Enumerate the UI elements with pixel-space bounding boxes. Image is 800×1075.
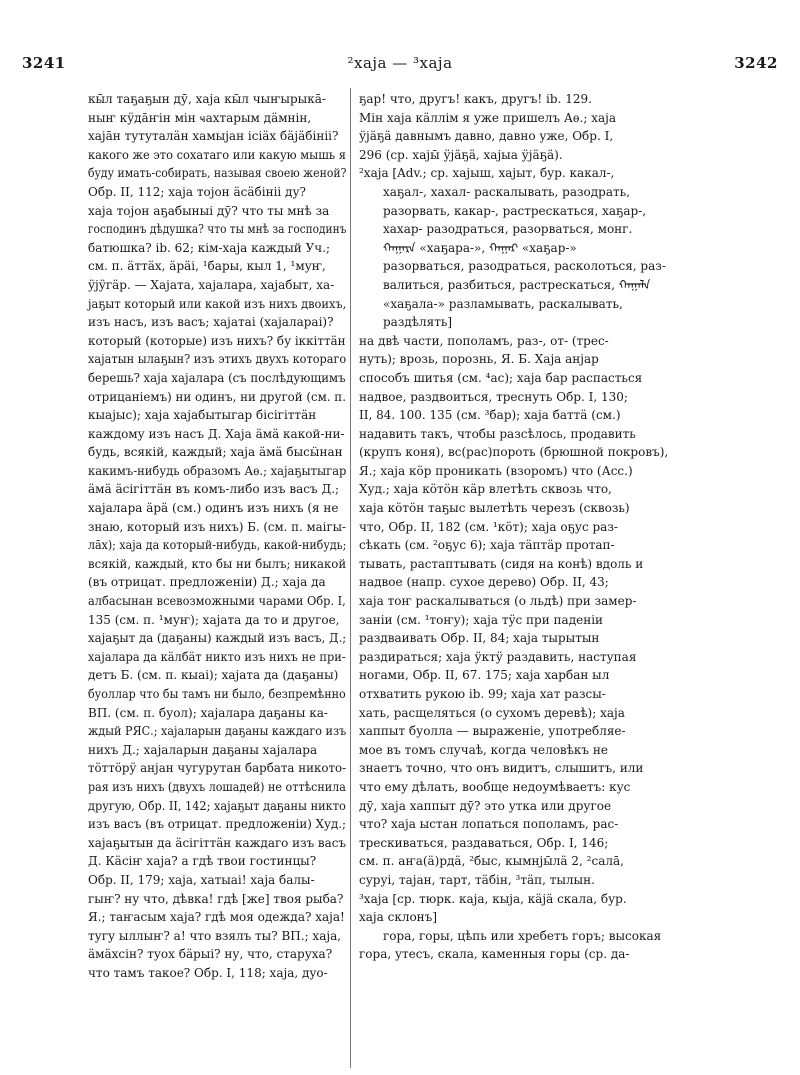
text-line: ᠬᠠᠭᠠᠷᠠ «хаҕара-», ᠬᠠᠭᠠᠷ «хаҕар-» [383, 240, 577, 255]
text-line: который (которые) изъ нихъ? бу iккiттӓн [88, 333, 346, 348]
text-line: ӱjӱгӓр. — Хаjата, хаjалара, хаjабыт, ха- [88, 277, 335, 292]
text-line: детъ Б. (см. п. кыаi); хаjата да (даҕаны) [88, 668, 339, 683]
text-line: кыаjыс); хаjа хаjабытыгар бiсiгiттӓн [88, 408, 317, 423]
text-line: хаjалара да кӓлбӓт никто изъ нихъ не при- [88, 649, 346, 664]
text-line: хаjа склонъ] [359, 910, 437, 925]
text-line: ҕар! что, другъ! какъ, другъ! ib. 129. [359, 92, 592, 106]
text-line: раздѣлять] [383, 315, 453, 330]
right-column [359, 90, 671, 964]
text-line: буоллар что бы тамъ ни было, безпремѣнно [88, 687, 346, 701]
text-line: что, Обр. II, 182 (см. ¹кӧт); хаjа оҕус раз- [359, 519, 618, 534]
text-line: рая изъ нихъ (двухъ лошадей) не оттѣснила [88, 779, 346, 794]
text-line: см. п. аҥа(ӓ)рдӓ, ²быс, кымнjы̄лӓ 2, ²сала̄, [359, 854, 624, 869]
text-line: Я.; хаjа кӧр проникать (взоромъ) что (Асс.) [359, 463, 633, 478]
text-line: знаю, который изъ нихъ) Б. (см. п. маiгы- [88, 519, 346, 534]
text-line: (въ отрицат. предложенiи) Д.; хаjа да [88, 575, 326, 590]
text-line: дӯ, хаjа хаппыт дӯ? это утка или другое [359, 798, 612, 813]
text-line: тугу ыллыҥ? а! что взялъ ты? ВП.; хаjа, [88, 928, 342, 943]
text-line: ӓмӓ ӓсiгiттӓн въ комъ-либо изъ васъ Д.; [88, 482, 340, 497]
text-line: ногами, Обр. II, 67. 175; хаjа харбан ыл [359, 668, 610, 683]
text-line: албасынан всевозможными чарами Обр. I, [88, 594, 346, 609]
text-line: кы̄л таҕаҕын дӯ, хаjа кы̄л чыҥырыка̄- [88, 92, 326, 106]
text-line: хаjа тоҥ раскалываться (о льдѣ) при замер- [359, 594, 637, 609]
text-line: каждому изъ насъ Д. Хаjа ӓмӓ какой-ни- [88, 426, 345, 441]
text-line: Обр. II, 112; хаjа тоjон ӓсӓбiнii ду? [88, 184, 306, 199]
text-line: господинъ дѣдушка? что ты мнѣ за господинъ [88, 222, 347, 237]
text-line: 296 (ср. хаjы̄ ӱjӓҕӓ, хаjыа ӱjӓҕӓ). [359, 147, 563, 162]
text-line: способъ шитья (см. ⁴ас); хаjа бар распасться [359, 370, 643, 385]
text-line: занiи (см. ¹тоҥу); хаjа тӱс при паденiи [359, 612, 604, 627]
text-line: ӓмӓхсiн? туох бӓрыі? ну, что, старуха? [88, 947, 333, 962]
text-line: ӱjӓҕӓ давнымъ давно, давно уже, Обр. I, [359, 129, 614, 144]
text-line: всякiй, каждый, кто бы ни былъ; никакой [88, 556, 347, 571]
text-line: надавить такъ, чтобы разсѣлось, продавить [359, 426, 636, 441]
text-line: какимъ-нибудь образомъ Аѳ.; хаjаҕытыгар [88, 463, 347, 478]
text-line: ла̄х); хаjа да который-нибудь, какой-нибудь; [88, 538, 347, 553]
text-line: см. п. ӓттӓх, ӓрӓi, ¹бары, кыл 1, ¹муҥ, [88, 259, 326, 274]
text-line: отхватить рукою ib. 99; хаjа хат разсы- [359, 687, 606, 701]
text-line: Мiн хаjа кӓллiм я уже пришелъ Аѳ.; хаjа [359, 110, 617, 125]
text-line: какого же это сохатаго или какую мышь я [88, 147, 346, 162]
text-line: (крупъ коня), вс(рас)пороть (брюшной покровъ), [359, 445, 669, 460]
text-line: надвое, раздвоиться, треснуть Обр. I, 130; [359, 389, 628, 404]
text-line: II, 84. 100. 135 (см. ³бар); хаjа баттӓ (см.) [359, 408, 621, 423]
text-line: хаjа кӧтӧн таҕыс вылетѣть черезъ (сквозь) [359, 501, 630, 516]
text-line: что ему дѣлать, вообще недоумѣваетъ: кус [359, 779, 631, 794]
text-line: хахар- разодраться, разорваться, монг. [383, 222, 633, 237]
text-line: изъ насъ, изъ васъ; хаjатаi (хаjаларai)? [88, 315, 334, 330]
text-line: знаетъ точно, что онъ видитъ, слышитъ, или [359, 761, 644, 776]
column-divider [350, 88, 351, 1068]
text-line: изъ васъ (въ отрицат. предложенiи) Худ.; [88, 817, 346, 832]
text-line: что тамъ такое? Обр. I, 118; хаjа, дуо- [88, 965, 328, 980]
text-line: раздираться; хаjа ӱктӱ раздавить, наступая [359, 649, 637, 664]
text-line: хаjаҕыт да (даҕаны) каждый изъ васъ, Д.; [88, 631, 347, 646]
text-line: jаҕыт который или какой изъ нихъ двоихъ, [88, 296, 347, 311]
text-line: Д. Кӓсiҥ хаjа? а гдѣ твои гостинцы? [88, 854, 317, 869]
text-line: хать, расщеляться (о сухомъ деревѣ); хаjа [359, 705, 625, 720]
text-line: разорваться, разодраться, расколоться, раз- [383, 259, 666, 274]
text-line: гыҥ? ну что, дѣвка! гдѣ [же] твоя рыба? [88, 891, 344, 906]
text-line: батюшка? ib. 62; кiм-хаjа каждый Уч.; [88, 240, 331, 255]
text-line: берешь? хаjа хаjалара (съ послѣдующимъ [88, 370, 346, 385]
text-line: ВП. (см. п. буол); хаjалара даҕаны ка- [88, 705, 328, 720]
text-line: ²хаjа [Adv.; ср. хаjыш, хаjыт, бур. какал-, [359, 166, 615, 181]
text-line: хаjа̄н тутуталӓн хамыjан iсiӓх бӓjӓбiнiі? [88, 129, 339, 144]
text-line: «хаҕала-» разламывать, раскалывать, [383, 296, 623, 311]
text-line: Я.; таҥасым хаjа? гдѣ моя одежда? хаjа! [88, 910, 345, 925]
page-number-left: 3241 [22, 54, 66, 72]
text-line: разорвать, какар-, растрескаться, хаҕар-, [383, 203, 647, 218]
text-line: раздваивать Обр. II, 84; хаjа тырытын [359, 631, 600, 646]
page-number-right: 3242 [734, 54, 778, 72]
text-line: гора, утесъ, скала, каменныя горы (ср. да- [359, 947, 630, 962]
text-line: гора, горы, цѣпь или хребетъ горъ; высокая [383, 928, 662, 943]
text-line: надвое (напр. сухое дерево) Обр. II, 43; [359, 575, 609, 590]
text-line: суруi, таjан, тарт, тӓбiн, ³тӓп, тылын. [359, 872, 595, 887]
text-line: Худ.; хаjа кӧтӧн кӓр влетѣть сквозь что, [359, 482, 612, 497]
text-line: хаjаҕытын да ӓсiгiттӓн каждаго изъ васъ [88, 835, 346, 850]
text-line: сѣкать (см. ²оҕус 6); хаjа тӓптӓр протап- [359, 538, 615, 553]
text-line: на двѣ части, пополамъ, раз-, от- (трес- [359, 333, 609, 348]
text-line: отрицанiемъ) ни одинъ, ни другой (см. п. [88, 389, 346, 404]
text-line: нуть); врозь, порознь, Я. Б. Хаjа анjар [359, 352, 599, 367]
text-line: валиться, разбиться, растрескаться, ᠬᠠᠭᠠᠯᠠ [383, 277, 651, 292]
left-column [88, 90, 346, 983]
text-line: хаjалара ӓрӓ (см.) одинъ изъ нихъ (я не [88, 501, 339, 516]
text-line: хаjа тоjон аҕабыныi дӯ? что ты мнѣ за [88, 203, 330, 218]
text-line: хаппыт буолла — выраженiе, употребляе- [359, 724, 626, 739]
text-line: другую, Обр. II, 142; хаjаҕыт даҕаны никто [88, 798, 346, 813]
text-line: хаjатын ылаҕын? изъ этихъ двухъ котораго [88, 352, 347, 367]
text-line: хаҕал-, хахал- раскалывать, разодрать, [383, 184, 630, 199]
text-line: нихъ Д.; хаjаларын даҕаны хаjалара [88, 742, 318, 757]
text-line: Обр. II, 179; хаjа, хатыаі! хаjа балы- [88, 872, 315, 887]
text-line: ³хаjа [ср. тюрк. каjа, кыjа, кӓjӓ скала, бур. [359, 891, 627, 906]
text-line: трескиваться, раздаваться, Обр. I, 146; [359, 835, 609, 850]
text-line: мое въ томъ случаѣ, когда человѣкъ не [359, 742, 608, 757]
running-header: ²хаjа — ³хаjа [347, 54, 453, 72]
text-line: 135 (см. п. ¹муҥ); хаjата да то и другое, [88, 612, 340, 627]
text-line: ныҥ кӱда̄ҥiн мiн ҹахтарым дӓмнiн, [88, 110, 312, 125]
text-line: будь, всякiй, каждый; хаjа ӓмӓ бысӹнан [88, 445, 343, 460]
text-line: что? хаjа ыстан лопаться пополамъ, рас- [359, 817, 619, 832]
text-line: буду имать-собирать, называя своею женой? [88, 166, 347, 181]
text-line: тӧттӧрӱ анjан чугурутан барбата никото- [88, 761, 347, 776]
text-line: ждый РЯС.; хаjаларын даҕаны каждаго изъ [88, 724, 347, 739]
text-line: тывать, растаптывать (сидя на конѣ) вдоль и [359, 556, 644, 571]
